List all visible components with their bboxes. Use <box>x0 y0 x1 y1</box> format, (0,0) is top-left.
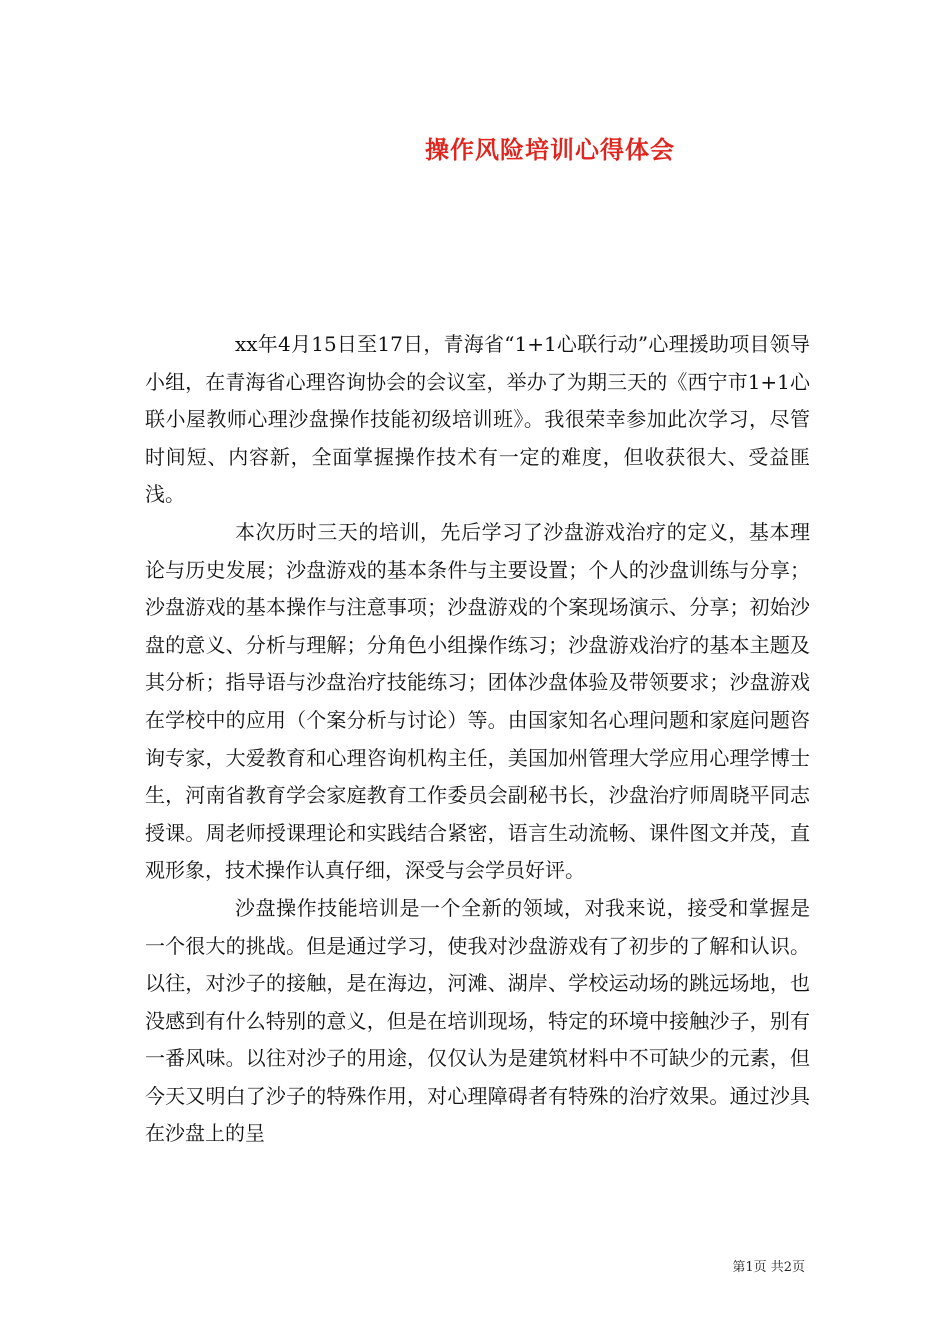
paragraph-2: 本次历时三天的培训，先后学习了沙盘游戏治疗的定义，基本理论与历史发展；沙盘游戏的基本条件与主要设置；个人的沙盘训练与分享；沙盘游戏的基本操作与注意事项；沙盘游戏的个案现场演示、分享；初始沙盘的意义、分析与理解；分角色小组操作练习；沙盘游戏治疗的基本主题及其分析；指导语与沙盘治疗技能练习；团体沙盘体验及带领要求；沙盘游戏在学校中的应用（个案分析与讨论）等。由国家知名心理问题和家庭问题咨询专家，大爱教育和心理咨询机构主任，美国加州管理大学应用心理学博士生，河南省教育学会家庭教育工作委员会副秘书长，沙盘治疗师周晓平同志授课。周老师授课理论和实践结合紧密，语言生动流畅、课件图文并茂，直观形象，技术操作认真仔细，深受与会学员好评。 <box>145 519 810 883</box>
page-number-footer: 第1页 共2页 <box>732 1260 805 1275</box>
paragraph-1: xx年4月15日至17日，青海省“1+1心联行动”心理援助项目领导小组，在青海省心理咨询协会的会议室，举办了为期三天的《西宁市1+1心联小屋教师心理沙盘操作技能初级培训班》。我很荣幸参加此次学习，尽管时间短、内容新，全面掌握操作技术有一定的难度，但收获很大、受益匪浅。 <box>145 332 810 507</box>
document-body <box>145 326 810 1153</box>
document-title: 操作风险培训心得体会 <box>425 135 675 164</box>
paragraph-3: 沙盘操作技能培训是一个全新的领域，对我来说，接受和掌握是一个很大的挑战。但是通过学习，使我对沙盘游戏有了初步的了解和认识。以往，对沙子的接触，是在海边，河滩、湖岸、学校运动场的跳远场地，也没感到有什么特别的意义，但是在培训现场，特定的环境中接触沙子，别有一番风味。以往对沙子的用途，仅仅认为是建筑材料中不可缺少的元素，但今天又明白了沙子的特殊作用，对心理障碍者有特殊的治疗效果。通过沙具在沙盘上的呈 <box>145 895 810 1146</box>
